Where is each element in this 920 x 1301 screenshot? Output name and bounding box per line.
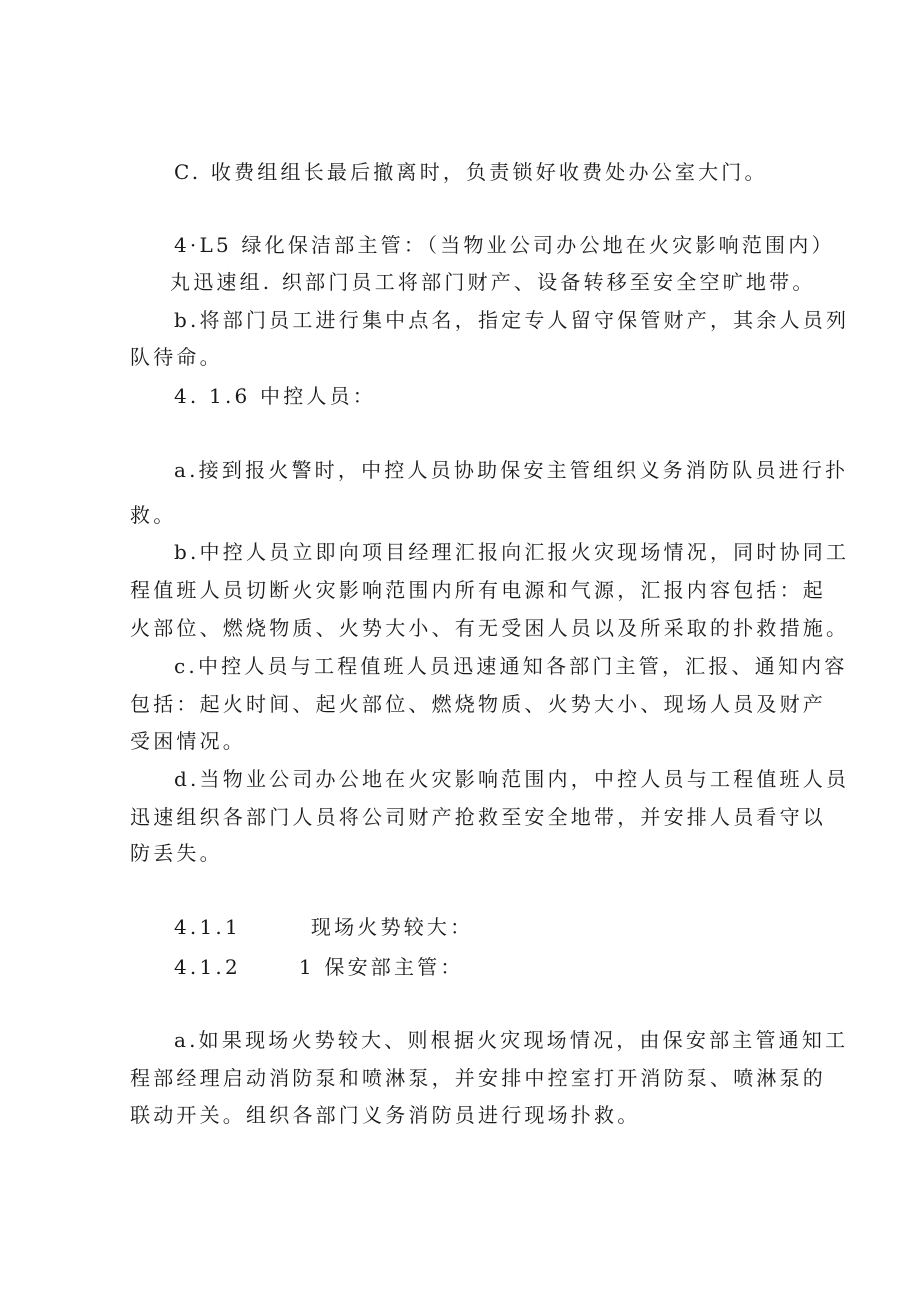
paragraph-line: 程值班人员切断火灾影响范围内所有电源和气源，汇报内容包括：起 xyxy=(130,578,826,602)
paragraph-line: d.当物业公司办公地在火灾影响范围内，中控人员与工程值班人员 xyxy=(174,767,850,791)
section-heading: 4. 1.6 中控人员： xyxy=(174,384,377,408)
paragraph-line: 防丢失。 xyxy=(130,841,223,865)
section-title: 1 保安部主管： xyxy=(298,955,464,979)
paragraph-line: 救。 xyxy=(130,503,177,527)
paragraph-line: b.将部门员工进行集中点名，指定专人留守保管财产，其余人员列 xyxy=(174,308,850,332)
section-heading xyxy=(174,915,473,939)
paragraph-line: 包括：起火时间、起火部位、燃烧物质、火势大小、现场人员及财产 xyxy=(130,692,826,716)
paragraph-line: a.如果现场火势较大、则根据火灾现场情况，由保安部主管通知工 xyxy=(174,1028,849,1052)
section-heading: 4·L5 绿化保洁部主管：（当物业公司办公地在火灾影响范围内） xyxy=(174,233,835,257)
paragraph-line: 程部经理启动消防泵和喷淋泵，并安排中控室打开消防泵、喷淋泵的 xyxy=(130,1066,826,1090)
paragraph-line: 联动开关。组织各部门义务消防员进行现场扑救。 xyxy=(130,1103,641,1127)
section-number: 4.1.2 xyxy=(174,955,241,979)
paragraph-line: C. 收费组组长最后撤离时，负责锁好收费处办公室大门。 xyxy=(174,160,768,184)
paragraph-line: c.中控人员与工程值班人员迅速通知各部门主管，汇报、通知内容 xyxy=(174,654,848,678)
paragraph-line: a.接到报火警时，中控人员协助保安主管组织义务消防队员进行扑 xyxy=(174,458,849,482)
section-number: 4.1.1 xyxy=(174,915,241,939)
paragraph-line: 火部位、燃烧物质、火势大小、有无受困人员以及所采取的扑救措施。 xyxy=(130,616,850,640)
section-heading xyxy=(174,955,464,979)
paragraph-line: 队待命。 xyxy=(130,345,223,369)
section-title: 现场火势较大： xyxy=(310,915,474,939)
paragraph-line: b.中控人员立即向项目经理汇报向汇报火灾现场情况，同时协同工 xyxy=(174,540,850,564)
paragraph-line: 受困情况。 xyxy=(130,729,246,753)
paragraph-line: 丸迅速组. 织部门员工将部门财产、设备转移至安全空旷地带。 xyxy=(170,270,816,294)
paragraph-line: 迅速组织各部门人员将公司财产抢救至安全地带，并安排人员看守以 xyxy=(130,805,826,829)
